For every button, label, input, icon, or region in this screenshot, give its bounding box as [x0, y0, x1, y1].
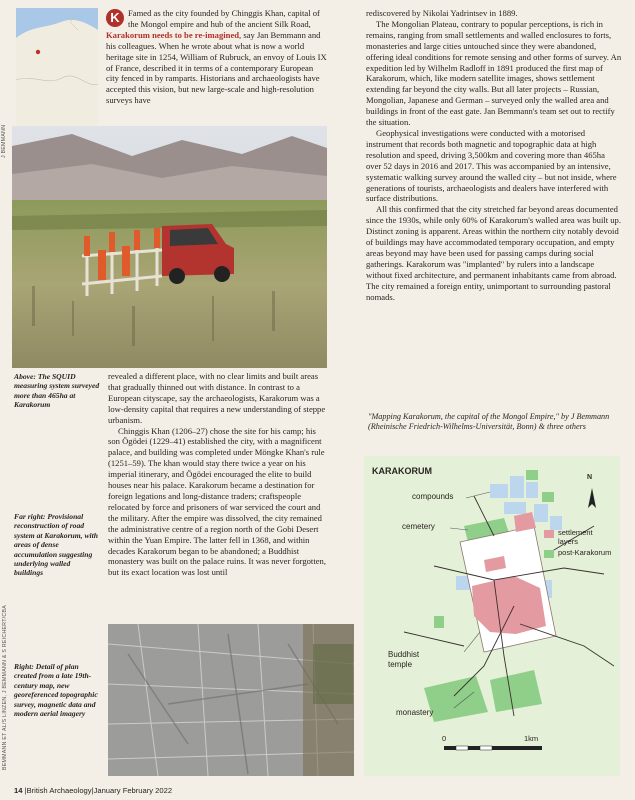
- col2-paragraph-3: Geophysical investigations were conducted with a motorised instrument that records both magnetic and topographic data at high resolution and speed, driving 3,500km and covering more than 465ha over 52 days in 2016 and 2017. This was accompanied by an intensive, systematic walking survey around the walled city – but not inside, where generations of tourists, archaeologists and dealers have interfered with surface distributions.: [366, 127, 617, 204]
- locator-map-graphic: [16, 8, 98, 128]
- relief-image: [108, 624, 354, 776]
- credit-locator: J BEMMANN: [1, 124, 7, 158]
- map-north-label: N: [587, 474, 593, 481]
- credit-map: BEMMANN ET AL/S LINZEN, J BEMMANN & S REICHERT/CBA: [2, 605, 8, 770]
- caption-far-right: Far right: Provisional reconstruction of road system at Karakorum, with areas of dense accumulation suggesting underlying walled buildings: [14, 512, 98, 578]
- col2-paragraph-4: All this confirmed that the city stretched far beyond areas documented since the 1930s, while only 60% of Karakorum's walled area was built up. Distinct zoning is apparent. Areas within the northern city notably devoid of buildings may have accommodated temporary occupation, and empty areas beyond may have been used for passing camps during social gatherings. Karakorum was "implanted" by rulers into a landscape without fixed architecture, and permanent inhabitants came from abroad. The city remained a foreign entity, unimportant to surrounding pastoral nomads.: [366, 204, 622, 302]
- karakorum-map-graphic: [364, 456, 620, 776]
- dropcap: K: [106, 9, 124, 27]
- map-title: KARAKORUM: [372, 466, 432, 476]
- magazine-name: British Archaeology: [26, 786, 92, 795]
- map-label-compounds: compounds: [412, 492, 454, 501]
- intro-before: Famed as the city founded by Chinggis Khan, capital of the Mongol empire and hub of the ancient Silk Road,: [128, 8, 320, 29]
- map-scale-end: 1km: [524, 734, 539, 743]
- map-label-buddhist-temple: Buddhist temple: [388, 650, 420, 669]
- reference-note: "Mapping Karakorum, the capital of the Mongol Empire," by J Bemmann (Rheinische Friedrich-Wilhelms-Universität, Bonn) & three others: [368, 412, 610, 432]
- intro-paragraph: [106, 8, 328, 106]
- relief-image-graphic: [108, 624, 354, 776]
- map-legend-settlement: settlement layers: [558, 528, 593, 546]
- scale-bar: [444, 746, 542, 750]
- caption-right: Right: Detail of plan created from a late 19th-century map, new georeferenced topographic survey, magnetic data and modern aerial imagery: [14, 662, 98, 719]
- map-label-cemetery: cemetery: [402, 522, 435, 531]
- intro-after: , say Jan Bemmann and his colleagues. When he wrote about what is now a world heritage site in 1254, William of Rubruck, an envoy of Louis IX of France, described it in terms of a contemporary European city fenced in by ramparts. Historians and archaeologists have accepted this vision, but new large-scale and high-resolution surveys have: [106, 29, 327, 106]
- issue-date: January February 2022: [93, 786, 173, 795]
- col2-paragraph-2: The Mongolian Plateau, contrary to popular perceptions, is rich in remains, ranging from small settlements and walled enclosures to forts, monasteries and large cities untouched since they were abandoned, offering ideal conditions for remote sensing and other forms of survey. An expedition led by Wilhelm Radloff in 1891 produced the first map of Karakorum, which, like modern satellite images, shows settlement extending far beyond the city walls. But all later projects – Russian, Mongolian, Japanese and German – surveyed only the walled area and buildings in front of the east gate. Jan Bemmann's team set out to rectify the situation.: [366, 18, 622, 128]
- footer-sep-1: |: [24, 786, 27, 795]
- col1-continuation: revealed a different place, with no clear limits and built areas that gradually thinned out with distance. In contrast to a European cityscape, say the archaeologists, Karakorum was a low-density capital that requires a new understanding of steppe urbanism.: [108, 371, 326, 425]
- legend-swatch-settlement: [544, 530, 554, 538]
- col2-paragraph-1: rediscovered by Nikolai Yadrintsev in 1889.: [366, 8, 518, 18]
- map-scale-start: 0: [442, 734, 447, 743]
- squid-photo-graphic: [12, 126, 327, 368]
- footer-sep-2: |: [91, 786, 94, 795]
- col2-text: [366, 8, 622, 302]
- karakorum-map: [364, 456, 620, 776]
- page-number: 14: [14, 786, 23, 795]
- col1-text: [108, 371, 328, 578]
- location-marker: [36, 50, 40, 54]
- caption-above: Above: The SQUID measuring system surveyed more than 465ha at Karakorum: [14, 372, 100, 410]
- page-footer: [14, 786, 172, 795]
- locator-map: [16, 8, 98, 128]
- squid-photo: [12, 126, 327, 368]
- col1-paragraph-2: Chinggis Khan (1206–27) chose the site for his camp; his son Ögödei (1229–41) established the city, with a magnificent palace, and building was completed under Möngke Khan's rule (1251–59). The khan would stay there twice a year on his imperial itinerary, and Ögödei encouraged the elite to build houses near his palace. Karakorum became a destination for foreign legations and long-distance traders; craftspeople relocated by force and prisoners of war serviced the court and the military. After the empire was dissolved, the city remained the administrative centre of a region north of the Gobi Desert within the Yuan Empire. The latter fell in 1368, and within decades Karakorum began to be abandoned; a Buddhist monastery was built on the palace ruins. It was never forgotten, but its exact location was lost until: [108, 425, 326, 578]
- map-legend-post: post-Karakorum: [558, 548, 612, 557]
- intro-highlight: Karakorum needs to be re-imagined: [106, 29, 240, 40]
- legend-swatch-post: [544, 550, 554, 558]
- map-label-monastery: monastery: [396, 708, 434, 717]
- intro-text: [106, 8, 328, 106]
